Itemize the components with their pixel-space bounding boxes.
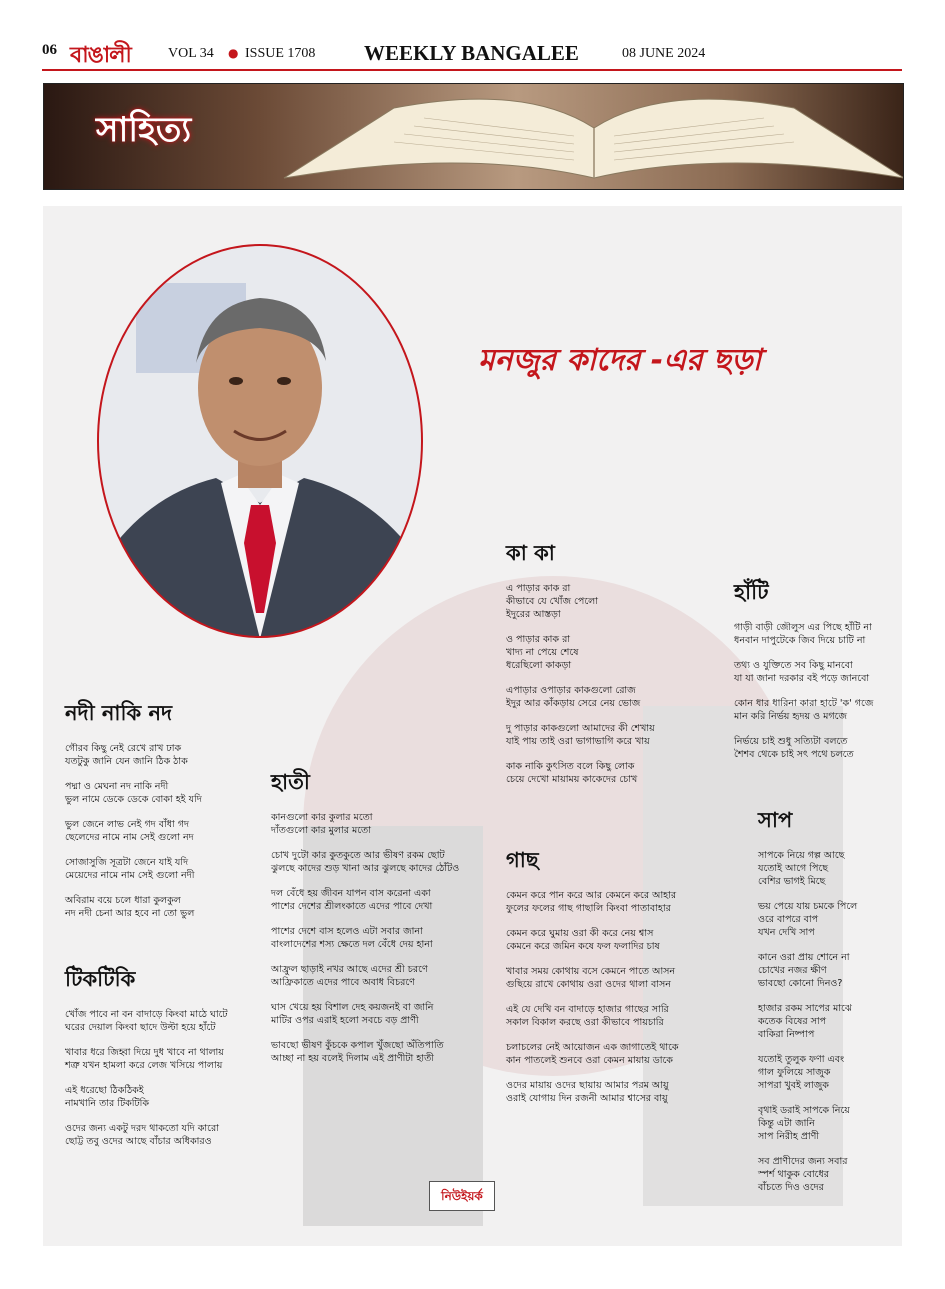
stanza xyxy=(506,965,679,991)
poem-line: পাশের দেশের শ্রীলংকাতে এদের পাবে দেখা xyxy=(271,901,433,912)
poem-line: ছোট্ট তবু ওদের আছে বাঁচার অধিকারও xyxy=(65,1136,212,1147)
poem-line: ঘরের দেয়াল কিংবা ছাদে উল্টা হয়ে হাঁটে xyxy=(65,1022,216,1033)
poem-line: যতোই তুলুক ফণা এবং xyxy=(758,1054,845,1065)
stanza xyxy=(506,684,655,710)
poem-line: চলাচলের নেই আয়োজন এক জাগাতেই থাকে xyxy=(506,1042,679,1053)
stanza xyxy=(65,856,202,882)
poem-line: নামখানি তার টিকটিকি xyxy=(65,1098,150,1109)
poem-line: ইদুরের আস্তড়া xyxy=(506,609,561,620)
poem-line: সাপরা খুবই লাজুক xyxy=(758,1080,829,1091)
stanza xyxy=(734,621,873,647)
stanza xyxy=(758,1104,857,1143)
poem-kaka xyxy=(506,537,655,798)
poem-line: ভাবছো ভীষণ কুঁচকে কপাল খুঁজছো অঁতিপাতি xyxy=(271,1040,444,1051)
stanza xyxy=(65,1122,228,1148)
stanza xyxy=(65,818,202,844)
poem-hati xyxy=(271,766,459,1077)
poem-line: খাদ্য না পেয়ে শেষে xyxy=(506,647,579,658)
poem-line: হাজার রকম সাপের মাঝে xyxy=(758,1003,852,1014)
stanza xyxy=(65,894,202,920)
poem-title: হাতী xyxy=(271,770,310,794)
stanza xyxy=(271,849,459,875)
poem-line: খাবার সময় কোথায় বসে কেমনে পাতে আসন xyxy=(506,966,676,977)
poem-line: কতেক বিষের সাপ xyxy=(758,1016,827,1027)
poem-line: কেমনে করে জমিন কষে ফল ফলাদির চাষ xyxy=(506,941,660,952)
poem-line: ইদুর আর কাঁকড়ায় সেরে নেয় ভোজ xyxy=(506,698,641,709)
poem-line: বাংলাদেশের শস্য ক্ষেতে দল বেঁধে দেয় হানা xyxy=(271,939,433,950)
poem-line: নদ নদী চেনা আর হবে না তো ভুল xyxy=(65,908,195,919)
poem-line: সাপকে নিয়ে গল্প আছে xyxy=(758,850,845,861)
poem-line: দাঁতগুলো কার মুলার মতো xyxy=(271,825,371,836)
header-rule xyxy=(42,69,902,71)
poem-line: অবিরাম বয়ে চলে ধারা কুলকুল xyxy=(65,895,181,906)
page-number: 06 xyxy=(42,42,57,58)
page-header xyxy=(42,38,902,72)
poem-line: ফুলের ফলের গাছ গাছালি কিংবা পাতাবাহার xyxy=(506,903,671,914)
stanza xyxy=(758,1053,857,1092)
poem-line: বেশির ভাগই মিছে xyxy=(758,876,826,887)
stanza xyxy=(734,659,873,685)
poem-line: মান করি নির্ভয় হৃদয় ও মগজে xyxy=(734,711,847,722)
poem-line: ঝুলছে কাদের শুড় খানা আর ঝুলছে কাদের ঠোঁটও xyxy=(271,863,460,874)
poem-title: নদী নাকি নদ xyxy=(65,701,173,725)
poem-line: সকাল বিকাল করছে ওরা কীভাবে পায়চারি xyxy=(506,1017,664,1028)
stanza xyxy=(758,849,857,888)
poem-title: গাছ xyxy=(506,848,539,872)
poem-line: ওরাই যোগায় দিন রজনী আমার শ্বাসের বায়ু xyxy=(506,1093,668,1104)
poem-line: আফ্রিকাতে এদের পাবে অবাধ বিচরণে xyxy=(271,977,415,988)
stanza xyxy=(271,963,459,989)
poem-line: ভুল নামে ডেকে ডেকে বোকা হই যদি xyxy=(65,794,202,805)
stanza xyxy=(506,1079,679,1105)
poem-line: কানগুলো কার কুলার মতো xyxy=(271,812,373,823)
poem-line: নির্ভয়ে চাই শুধু সত্যিটা বলতে xyxy=(734,736,848,747)
poem-line: আফ্রুল ছাড়াই নখর আছে এদের শ্রী চরণে xyxy=(271,964,428,975)
poem-line: সাপ নিরীহ প্রাণী xyxy=(758,1131,820,1142)
poem-line: বৃথাই ডরাই সাপকে নিয়ে xyxy=(758,1105,850,1116)
stanza xyxy=(506,1041,679,1067)
poem-line: ওদের জন্য একটু দরদ থাকতো যদি কারো xyxy=(65,1123,219,1134)
poem-line: আচ্ছা না হয় বলেই দিলাম এই প্রাণীটা হাতী xyxy=(271,1053,434,1064)
poem-line: মাটির ওপর এরাই হলো সবচে বড় প্রাণী xyxy=(271,1015,419,1026)
author-portrait xyxy=(96,243,424,639)
stanza xyxy=(271,887,459,913)
poem-line: যতটুকু জানি যেন জানি ঠিক ঠাক xyxy=(65,756,188,767)
poem-line: তথ্য ও যুক্তিতে সব কিছু মানবো xyxy=(734,660,853,671)
poem-line: ছেলেদের নামে নাম সেই গুলো নদ xyxy=(65,832,194,843)
poem-line: যাই পায় তাই ওরা ভাগাভাগি করে খায় xyxy=(506,736,650,747)
poem-line: কান পাতলেই শুনবে ওরা কেমন মায়ায় ডাকে xyxy=(506,1055,673,1066)
poem-line: গুছিয়ে রাখে কোথায় ওরা ওদের থালা বাসন xyxy=(506,979,671,990)
stanza xyxy=(65,742,202,768)
masthead-logo: বাঙালী xyxy=(70,43,131,68)
issue-date: 08 JUNE 2024 xyxy=(622,46,706,61)
poem-line: দল বেঁধে হয় জীবন যাপন বাস করেনা একা xyxy=(271,888,431,899)
location-badge: নিউইয়র্ক xyxy=(429,1181,495,1211)
poem-saap xyxy=(758,804,857,1206)
poem-line: কোন ধার ধারিনা কারা হাটে 'ক' গজে xyxy=(734,698,874,709)
poem-line: স্পর্শ থাকুক বোধের xyxy=(758,1169,830,1180)
poem-line: চেয়ে দেখো মায়াময় কাকেদের চোখ xyxy=(506,774,638,785)
poem-line: ধরেছিলো কাকড়া xyxy=(506,660,572,671)
stanza xyxy=(734,697,873,723)
poem-tiktiki xyxy=(65,963,228,1160)
poem-line: কেমন করে ঘুমায় ওরা কী করে নেয় শ্বাস xyxy=(506,928,654,939)
stanza xyxy=(506,582,655,621)
poem-line: দু পাড়ার কাকগুলো আমাদের কী শেখায় xyxy=(506,723,655,734)
poem-line: খোঁজ পাবে না বন বাদাড়ে কিংবা মাঠে ঘাটে xyxy=(65,1009,228,1020)
poem-line: বাঁচতে দিও ওদের xyxy=(758,1182,824,1193)
poem-line: সোজাসুজি সূত্রটা জেনে যাই যদি xyxy=(65,857,189,868)
stanza xyxy=(758,900,857,939)
poem-line: বাকিরা নিষ্পাপ xyxy=(758,1029,815,1040)
paper-name: WEEKLY BANGALEE xyxy=(364,41,579,65)
open-book-icon xyxy=(274,88,904,183)
poem-line: গৌরব কিছু নেই রেখে রাখ ঢাক xyxy=(65,743,182,754)
poem-line: ধনবান দাপুটেকে জিব দিয়ে চাটি না xyxy=(734,635,866,646)
stanza xyxy=(65,780,202,806)
stanza xyxy=(271,811,459,837)
section-banner xyxy=(43,83,904,190)
poem-nodi xyxy=(65,697,202,932)
stanza xyxy=(65,1084,228,1110)
stanza xyxy=(758,1002,857,1041)
poem-line: এপাড়ার ওপাড়ার কাকগুলো রোজ xyxy=(506,685,636,696)
stanza xyxy=(506,927,679,953)
poem-line: কেমন করে পান করে আর কেমনে করে আহার xyxy=(506,890,677,901)
poem-line: ভুল জেনে লাভ নেই গদ বাঁধা গদ xyxy=(65,819,190,830)
stanza xyxy=(65,1046,228,1072)
poem-line: খাবার ধরে জিহ্বা দিয়ে দুধ খাবে না থালায় xyxy=(65,1047,224,1058)
stanza xyxy=(734,735,873,761)
poem-line: ও পাড়ার কাক রা xyxy=(506,634,571,645)
stanza xyxy=(506,722,655,748)
section-title: সাহিত্য xyxy=(96,110,192,150)
poem-line: শত্রু যখন হামলা করে লেজ খসিয়ে পালায় xyxy=(65,1060,223,1071)
poem-line: কানে ওরা প্রায় শোনে না xyxy=(758,952,850,963)
poem-title: সাপ xyxy=(758,808,793,832)
poem-haati xyxy=(734,576,873,773)
stanza xyxy=(271,1039,459,1065)
poem-title: হাঁটি xyxy=(734,580,769,604)
poem-line: মেয়েদের নামে নাম সেই গুলো নদী xyxy=(65,870,195,881)
poem-line: সব প্রাণীদের জন্য সবার xyxy=(758,1156,848,1167)
poem-line: পদ্মা ও মেঘনা নদ নাকি নদী xyxy=(65,781,169,792)
stanza xyxy=(758,951,857,990)
stanza xyxy=(506,889,679,915)
stanza xyxy=(506,760,655,786)
stanza xyxy=(506,633,655,672)
poem-line: গাল ফুলিয়ে সাজুক xyxy=(758,1067,831,1078)
poem-gachh xyxy=(506,844,679,1117)
poem-line: যা যা জানা দরকার বই পড়ে জানবো xyxy=(734,673,870,684)
poem-line: ওদের মায়ায় ওদের ছায়ায় আমার পরম আয়ু xyxy=(506,1080,669,1091)
article-title: মনজুর কাদের -এর ছড়া xyxy=(478,343,762,378)
issue-label: ISSUE 1708 xyxy=(245,46,316,61)
poem-line: পাশের দেশে বাস হলেও এটা সবার জানা xyxy=(271,926,423,937)
poem-line: ওরে বাপরে বাপ xyxy=(758,914,819,925)
poem-line: এই ধরেছো ঠিকঠিকই xyxy=(65,1085,144,1096)
poem-line: ভয় পেয়ে যায় চমকে পিলে xyxy=(758,901,858,912)
stanza xyxy=(506,1003,679,1029)
poem-line: এই যে দেখি বন বাদাড়ে হাজার গাছের সারি xyxy=(506,1004,669,1015)
bullet-dot-icon: ● xyxy=(228,46,239,60)
poem-line: গাড়ী বাড়ী জৌলুস এর পিছে হাঁটি না xyxy=(734,622,872,633)
poem-line: কিন্তু এটা জানি xyxy=(758,1118,815,1129)
poem-title: টিকটিকি xyxy=(65,967,136,991)
poem-line: ঘাস খেয়ে হয় বিশাল দেহ কয়জনই বা জানি xyxy=(271,1002,434,1013)
stanza xyxy=(271,1001,459,1027)
stanza xyxy=(65,1008,228,1034)
poem-line: চোখ দুটো কার কুতকুতে আর ভীষণ রকম ছোট xyxy=(271,850,445,861)
poem-line: যখন দেখি সাপ xyxy=(758,927,815,938)
stanza xyxy=(758,1155,857,1194)
poem-line: এ পাড়ার কাক রা xyxy=(506,583,571,594)
stanza xyxy=(271,925,459,951)
poem-line: কাক নাকি কুৎসিত বলে কিছু লোক xyxy=(506,761,635,772)
poem-line: চোখের নজর ক্ষীণ xyxy=(758,965,827,976)
volume-label: VOL 34 xyxy=(168,46,214,61)
poem-line: কীভাবে যে খোঁজ পেলো xyxy=(506,596,598,607)
poem-line: যতোই আগে পিছে xyxy=(758,863,829,874)
poem-title: কা কা xyxy=(506,541,555,565)
poem-line: ভাবছো কোনো দিনও? xyxy=(758,978,843,989)
poem-line: শৈশব থেকে চাই সৎ পথে চলতে xyxy=(734,749,854,760)
